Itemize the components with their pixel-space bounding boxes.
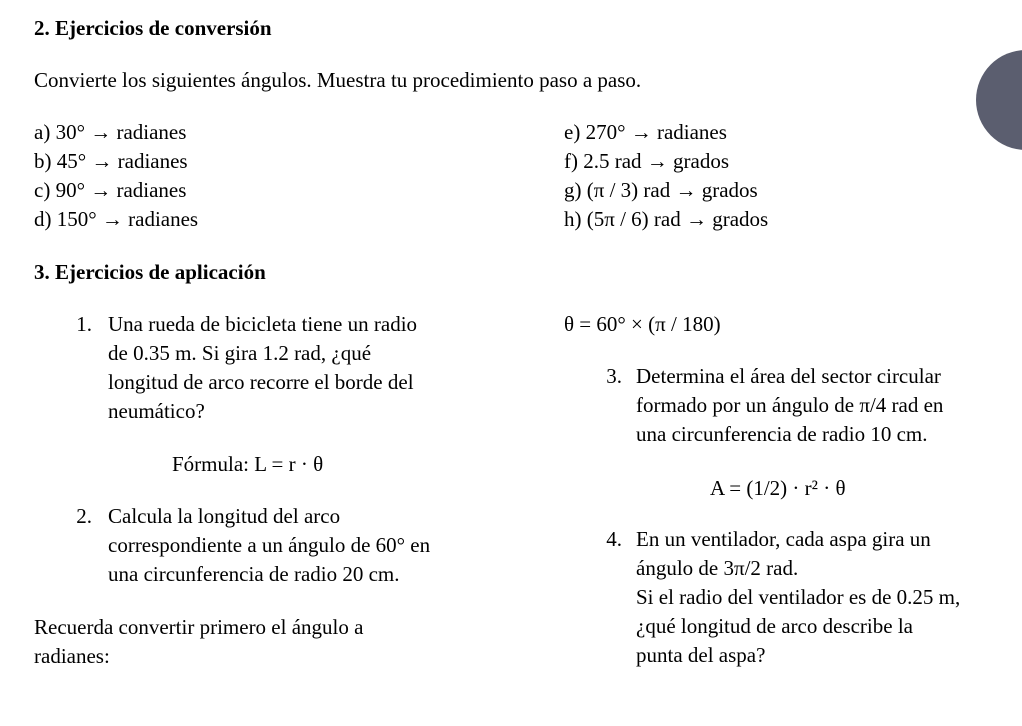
problem-1-formula: Fórmula: L = r · θ: [172, 452, 324, 476]
exercise-f: f) 2.5 rad → grados: [564, 149, 730, 173]
section-3-heading: 3. Ejercicios de aplicación: [34, 260, 266, 284]
problem-3-line: Determina el área del sector circular: [636, 364, 941, 388]
reminder-line: Recuerda convertir primero el ángulo a: [34, 615, 364, 639]
conversion-formula: θ = 60° × (π / 180): [564, 312, 721, 336]
problem-3-line: una circunferencia de radio 10 cm.: [636, 422, 928, 446]
exercise-d: d) 150° → radianes: [34, 207, 199, 231]
problem-3-formula: A = (1/2) · r² · θ: [710, 476, 846, 500]
problem-1-line: longitud de arco recorre el borde del: [108, 370, 414, 394]
problem-4-line: En un ventilador, cada aspa gira un: [636, 527, 931, 551]
reminder-text: [34, 613, 363, 671]
exercise-e: e) 270° → radianes: [564, 120, 727, 144]
problem-1-text: [108, 310, 417, 426]
problem-3-line: formado por un ángulo de π/4 rad en: [636, 393, 944, 417]
problem-4-line: ¿qué longitud de arco describe la: [636, 614, 913, 638]
decorative-circle: [976, 50, 1022, 150]
conversion-list-left: [34, 118, 198, 234]
problem-3-text: [636, 362, 943, 449]
problem-2-number: 2.: [76, 504, 92, 528]
problem-3-number: 3.: [606, 364, 622, 388]
conversion-instruction: Convierte los siguientes ángulos. Muestra tu procedimiento paso a paso.: [34, 68, 642, 92]
problem-4-line: ángulo de 3π/2 rad.: [636, 556, 799, 580]
conversion-list-right: [564, 118, 768, 234]
problem-2-line: correspondiente a un ángulo de 60° en: [108, 533, 431, 557]
problem-1-line: de 0.35 m. Si gira 1.2 rad, ¿qué: [108, 341, 372, 365]
problem-1-number: 1.: [76, 312, 92, 336]
reminder-line: radianes:: [34, 644, 110, 668]
problem-1-line: neumático?: [108, 399, 205, 423]
exercise-c: c) 90° → radianes: [34, 178, 187, 202]
problem-4-text: [636, 525, 960, 670]
problem-4-line: punta del aspa?: [636, 643, 766, 667]
problem-2-line: una circunferencia de radio 20 cm.: [108, 562, 400, 586]
exercise-b: b) 45° → radianes: [34, 149, 188, 173]
exercise-a: a) 30° → radianes: [34, 120, 187, 144]
problem-2-line: Calcula la longitud del arco: [108, 504, 341, 528]
problem-2-text: [108, 502, 430, 589]
problem-4-number: 4.: [606, 527, 622, 551]
exercise-h: h) (5π / 6) rad → grados: [564, 207, 769, 231]
exercise-g: g) (π / 3) rad → grados: [564, 178, 758, 202]
problem-4-line: Si el radio del ventilador es de 0.25 m,: [636, 585, 961, 609]
section-2-heading: 2. Ejercicios de conversión: [34, 16, 272, 40]
problem-1-line: Una rueda de bicicleta tiene un radio: [108, 312, 418, 336]
